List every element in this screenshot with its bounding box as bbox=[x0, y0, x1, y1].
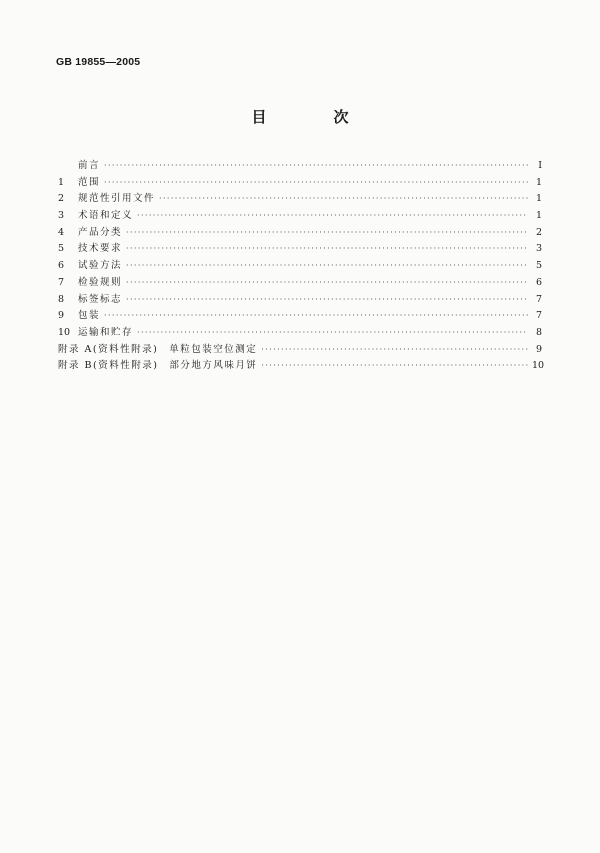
toc-entry-foreword[interactable] bbox=[58, 158, 542, 175]
toc-page-number: 9 bbox=[535, 343, 542, 355]
toc-page-number: 10 bbox=[532, 360, 545, 372]
toc-page-number: 6 bbox=[535, 276, 542, 288]
toc-label: 技术要求 bbox=[78, 243, 123, 255]
toc-number: 5 bbox=[58, 243, 65, 255]
toc-label: 前言 bbox=[78, 160, 101, 171]
toc-page-number: 5 bbox=[535, 260, 542, 272]
toc-label: 术语和定义 bbox=[78, 210, 134, 222]
toc-entry-transport-storage[interactable] bbox=[58, 325, 542, 342]
toc-label: 规范性引用文件 bbox=[78, 193, 156, 205]
toc-label: 标签标志 bbox=[78, 293, 123, 305]
toc-number: 7 bbox=[58, 276, 65, 288]
document-code: GB 19855—2005 bbox=[56, 56, 141, 68]
toc-label: 包装 bbox=[78, 310, 101, 322]
toc-page-number: 7 bbox=[535, 293, 542, 305]
dot-leader bbox=[104, 175, 528, 192]
dot-leader bbox=[261, 342, 528, 359]
dot-leader bbox=[137, 208, 528, 225]
dot-leader bbox=[126, 275, 528, 292]
toc-entry-technical-requirements[interactable] bbox=[58, 241, 542, 258]
toc-page-number: 8 bbox=[535, 326, 542, 338]
toc-label: 附录 B(资料性附录) 部分地方风味月饼 bbox=[58, 360, 258, 372]
toc-entry-test-methods[interactable] bbox=[58, 258, 542, 275]
dot-leader bbox=[159, 191, 528, 208]
dot-leader bbox=[126, 241, 528, 258]
toc-page-number: 1 bbox=[535, 176, 542, 188]
toc-number: 4 bbox=[58, 226, 65, 238]
toc-entry-product-classification[interactable] bbox=[58, 225, 542, 242]
toc-entry-terms-definitions[interactable] bbox=[58, 208, 542, 225]
toc-number: 9 bbox=[58, 310, 65, 322]
toc-label: 附录 A(资料性附录) 单粒包装空位测定 bbox=[58, 343, 258, 355]
toc-entry-inspection-rules[interactable] bbox=[58, 275, 542, 292]
toc-label: 运输和贮存 bbox=[78, 326, 134, 338]
toc-label: 产品分类 bbox=[78, 226, 123, 238]
toc-entry-normative-references[interactable] bbox=[58, 191, 542, 208]
toc-page-number: 2 bbox=[535, 226, 542, 238]
toc-page-number: 1 bbox=[535, 210, 542, 222]
toc-page-number: 3 bbox=[535, 243, 542, 255]
dot-leader bbox=[126, 225, 528, 242]
table-of-contents bbox=[58, 158, 545, 375]
toc-page-number: 7 bbox=[535, 310, 542, 322]
toc-entry-appendix-a[interactable] bbox=[58, 342, 542, 359]
toc-number: 6 bbox=[58, 260, 65, 272]
toc-label: 检验规则 bbox=[78, 276, 123, 288]
dot-leader bbox=[126, 258, 528, 275]
toc-number: 10 bbox=[58, 326, 71, 338]
toc-number: 2 bbox=[58, 193, 65, 205]
toc-number: 3 bbox=[58, 210, 65, 222]
toc-number: 1 bbox=[58, 176, 65, 188]
page-title: 目 次 bbox=[251, 108, 375, 126]
toc-entry-appendix-b[interactable] bbox=[58, 358, 545, 375]
toc-entry-packaging[interactable] bbox=[58, 308, 542, 325]
dot-leader bbox=[104, 308, 528, 325]
dot-leader bbox=[137, 325, 528, 342]
dot-leader bbox=[126, 292, 528, 309]
toc-page-number: Ⅰ bbox=[538, 160, 542, 171]
dot-leader bbox=[104, 158, 528, 175]
toc-number: 8 bbox=[58, 293, 65, 305]
toc-page-number: 1 bbox=[535, 193, 542, 205]
dot-leader bbox=[261, 358, 528, 375]
toc-label: 试验方法 bbox=[78, 260, 123, 272]
toc-label: 范围 bbox=[78, 176, 101, 188]
toc-entry-scope[interactable] bbox=[58, 175, 542, 192]
toc-entry-labeling[interactable] bbox=[58, 292, 542, 309]
